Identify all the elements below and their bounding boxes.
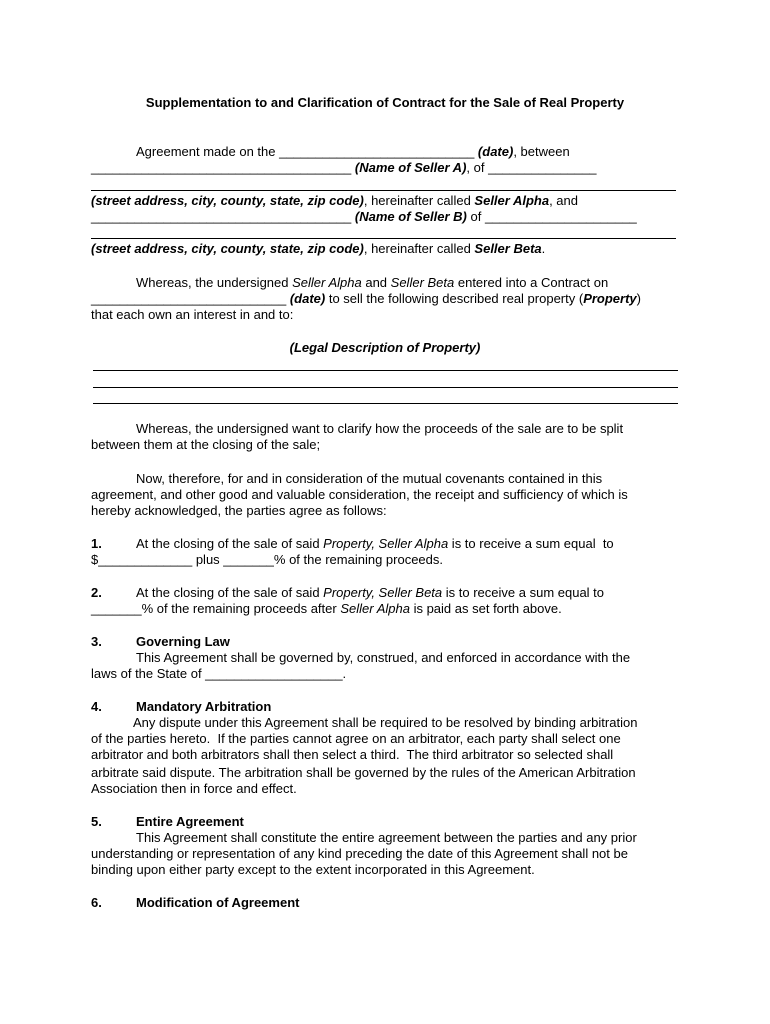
now-therefore-line-1: Now, therefore, for and in consideration of the mutual covenants contained in this <box>136 471 603 486</box>
clause-4-line-1: Any dispute under this Agreement shall be required to be resolved by binding arbitration <box>133 715 638 730</box>
clause-2-number: 2. <box>91 585 102 600</box>
clause-4-line-2: of the parties hereto. If the parties cannot agree on an arbitrator, each party shall select one <box>91 731 621 746</box>
clause-4-number: 4. <box>91 699 102 714</box>
intro-line-1: Agreement made on the ___________________________ (date), between <box>136 144 570 159</box>
clause-5-line-3: binding upon either party except to the extent incorporated in this Agreement. <box>91 862 535 877</box>
clause-6-number: 6. <box>91 895 102 910</box>
whereas1-line-3: that each own an interest in and to: <box>91 307 294 322</box>
clause-5-number: 5. <box>91 814 102 829</box>
clause-5-line-2: understanding or representation of any kind preceding the date of this Agreement shall not be <box>91 846 628 861</box>
clause-5-heading: Entire Agreement <box>136 814 244 829</box>
clause-3-line-2: laws of the State of ___________________. <box>91 666 347 681</box>
whereas2-line-2: between them at the closing of the sale; <box>91 437 321 452</box>
legal-description-line-1 <box>93 370 678 371</box>
clause-4-heading: Mandatory Arbitration <box>136 699 272 714</box>
clause-1-number: 1. <box>91 536 102 551</box>
now-therefore-line-2: agreement, and other good and valuable consideration, the receipt and sufficiency of which is <box>91 487 628 502</box>
clause-3-line-1: This Agreement shall be governed by, construed, and enforced in accordance with the <box>136 650 631 665</box>
clause-4-line-3: arbitrator and both arbitrators shall then select a third. The third arbitrator so selected shall <box>91 747 614 762</box>
clause-3-heading: Governing Law <box>136 634 230 649</box>
document-title: Supplementation to and Clarification of Contract for the Sale of Real Property <box>145 95 625 110</box>
clause-5-line-1: This Agreement shall constitute the entire agreement between the parties and any prior <box>136 830 637 845</box>
clause-4-line-4: arbitrate said dispute. The arbitration shall be governed by the rules of the American Arbitration <box>91 765 636 780</box>
intro-line-3: (street address, city, county, state, zip code), hereinafter called Seller Alpha, and <box>91 193 578 208</box>
clause-3-number: 3. <box>91 634 102 649</box>
clause-6-heading: Modification of Agreement <box>136 895 300 910</box>
legal-description-line-3 <box>93 403 678 404</box>
clause-4-line-5: Association then in force and effect. <box>91 781 297 796</box>
seller-b-address-blank <box>91 238 676 239</box>
clause-1-line-1: At the closing of the sale of said Property, Seller Alpha is to receive a sum equal to <box>136 536 614 551</box>
clause-2-line-1: At the closing of the sale of said Property, Seller Beta is to receive a sum equal to <box>136 585 605 600</box>
clause-2-line-2: _______% of the remaining proceeds after Seller Alpha is paid as set forth above. <box>91 601 562 616</box>
now-therefore-line-3: hereby acknowledged, the parties agree as follows: <box>91 503 387 518</box>
intro-line-4: ____________________________________ (Name of Seller B) of _____________________ <box>91 209 637 224</box>
seller-a-address-blank <box>91 190 676 191</box>
whereas1-line-2: ___________________________ (date) to sell the following described real property (Property) <box>91 291 641 306</box>
intro-line-2: ____________________________________ (Name of Seller A), of _______________ <box>91 160 597 175</box>
intro-line-5: (street address, city, county, state, zip code), hereinafter called Seller Beta. <box>91 241 546 256</box>
whereas2-line-1: Whereas, the undersigned want to clarify how the proceeds of the sale are to be split <box>136 421 624 436</box>
legal-description-line-2 <box>93 387 678 388</box>
whereas1-line-1: Whereas, the undersigned Seller Alpha and Seller Beta entered into a Contract on <box>136 275 609 290</box>
clause-1-line-2: $_____________ plus _______% of the remaining proceeds. <box>91 552 443 567</box>
legal-description-heading: (Legal Description of Property) <box>289 340 481 355</box>
